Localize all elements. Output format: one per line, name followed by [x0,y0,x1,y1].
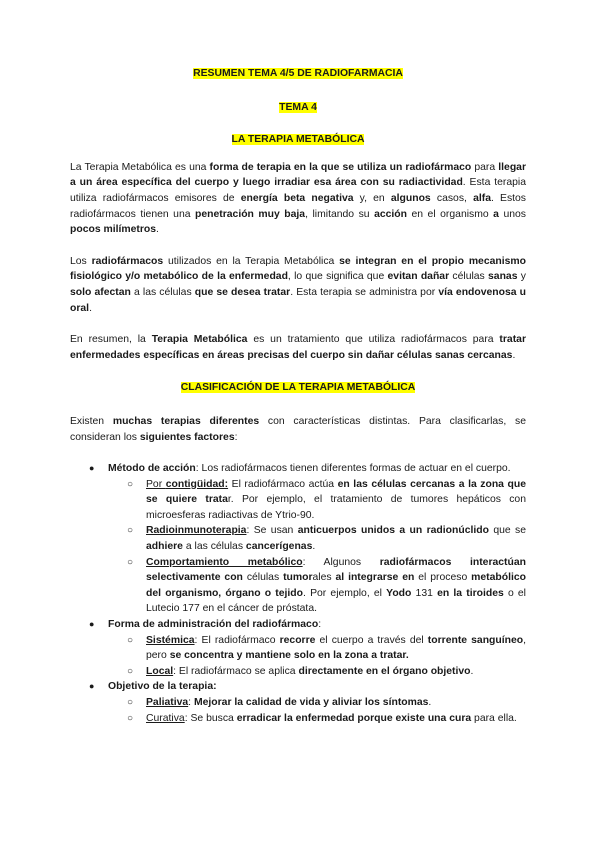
section-title-clasificacion: CLASIFICACIÓN DE LA TERAPIA METABÓLICA [180,382,416,394]
bullet-circle-icon: ○ [127,712,134,724]
sublist-forma-administracion [108,633,526,680]
list-item-radioinmunoterapia: ○ Radioinmunoterapia: Se usan anticuerpos unidos a un radionúclido que se adhiere a las células cancerígenas. [127,525,527,553]
bullet-dot-icon: ● [89,463,95,474]
document-body [70,66,526,726]
bullet-circle-icon: ○ [127,634,134,646]
sublist-objetivo [108,695,526,726]
paragraph-intro: La Terapia Metabólica es una forma de terapia en la que se utiliza un radiofármaco para llegar a un área específica del cuerpo y luego irradiar esa área con su radiactividad. Esta terapia utiliza radiofármacos emisores de energía beta negativa y, en algunos casos, alfa. Estos radiofármacos tienen una penetración muy baja, limitando su acción en el organismo a unos pocos milímetros. [70,161,526,236]
tema-title: TEMA 4 [279,101,317,113]
list-item-local: ○ Local: El radiofármaco se aplica directamente en el órgano objetivo. [108,664,526,680]
bullet-circle-icon: ○ [127,525,134,537]
list-item-sistemica: ○ Sistémica: El radiofármaco recorre el cuerpo a través del torrente sanguíneo, pero se concentra y mantiene solo en la zona a tratar. [127,634,526,662]
list-item-forma-administracion: ● Forma de administración del radiofármaco: ○ Sistémica: El radiofármaco recorre el cuerpo a través del torrente sanguíneo, pero se concentra y mantiene solo en la zona a tratar. ○ Local: El radiofármaco se aplica directamente en el órgano objetivo. [70,617,526,679]
list-item-contiguidad: ○ Por contigüidad: El radiofármaco actúa en las células cercanas a la zona que se quiere tratar. Por ejemplo, el tratamiento de tumores hepáticos con microesferas radiactivas de Ytrio-90. [127,478,526,521]
paragraph-resumen: En resumen, la Terapia Metabólica es un tratamiento que utiliza radiofármacos para tratar enfermedades específicas en áreas precisas del cuerpo sin dañar células sanas cercanas. [70,334,526,361]
factors-list [70,461,526,726]
bullet-circle-icon: ○ [127,556,134,568]
doc-main-title: RESUMEN TEMA 4/5 DE RADIOFARMACIA [193,68,403,79]
section-title-terapia: LA TERAPIA METABÓLICA [231,134,365,146]
bullet-dot-icon: ● [89,619,95,630]
bullet-circle-icon: ○ [127,697,134,708]
paragraph-radiofarmacos: Los radiofármacos utilizados en la Terapia Metabólica se integran en el propio mecanismo fisiológico y/o metabólico de la enfermedad, lo que significa que evitan dañar células sanas y solo afectan a las células que se desea tratar. Esta terapia se administra por vía endovenosa u oral. [70,255,527,314]
bullet-dot-icon: ● [89,681,95,692]
list-item-paliativa: ○ Paliativa: Mejorar la calidad de vida y aliviar los síntomas. [108,695,526,711]
list-item-comportamiento-metabolico: ○ Comportamiento metabólico: Algunos radiofármacos interactúan selectivamente con células tumorales al integrarse en el proceso metabólico del organismo, órgano o tejido. Por ejemplo, el Yodo 131 en la tiroides o el Lutecio 177 en el cáncer de próstata. [127,556,527,615]
list-item-objetivo: ● Objetivo de la terapia: ○ Paliativa: Mejorar la calidad de vida y aliviar los síntomas. ○ Curativa: Se busca erradicar la enfermedad porque existe una cura para ella. [70,679,526,726]
list-item-curativa: ○ Curativa: Se busca erradicar la enfermedad porque existe una cura para ella. [108,711,526,727]
sublist-metodo-accion [108,477,526,617]
list-item-metodo-accion: ● Método de acción: Los radiofármacos tienen diferentes formas de actuar en el cuerpo. ○ Por contigüidad: El radiofármaco actúa en las células cercanas a la zona que se quiere tratar. Por ejemplo, el tratamiento de tumores hepáticos con microesferas radiactivas de Ytrio-90. ○ Radioinmunoterapia: Se usan anticuerpos unidos a un radionúclido que se adhiere a las células cancerígenas. ○ Comportamiento metabólico: Algunos radiofármacos interactúan selectivamente con células tumorales al integrarse en el proceso metabólico del organismo, órgano o tejido. Por ejemplo, el Yodo 131 en la tiroides o el Lutecio 177 en el cáncer de próstata. [70,461,526,617]
bullet-circle-icon: ○ [127,478,134,490]
bullet-circle-icon: ○ [127,665,134,677]
paragraph-clasificacion-intro: Existen muchas terapias diferentes con características distintas. Para clasificarlas, se consideran los siguientes factores: [70,415,526,443]
